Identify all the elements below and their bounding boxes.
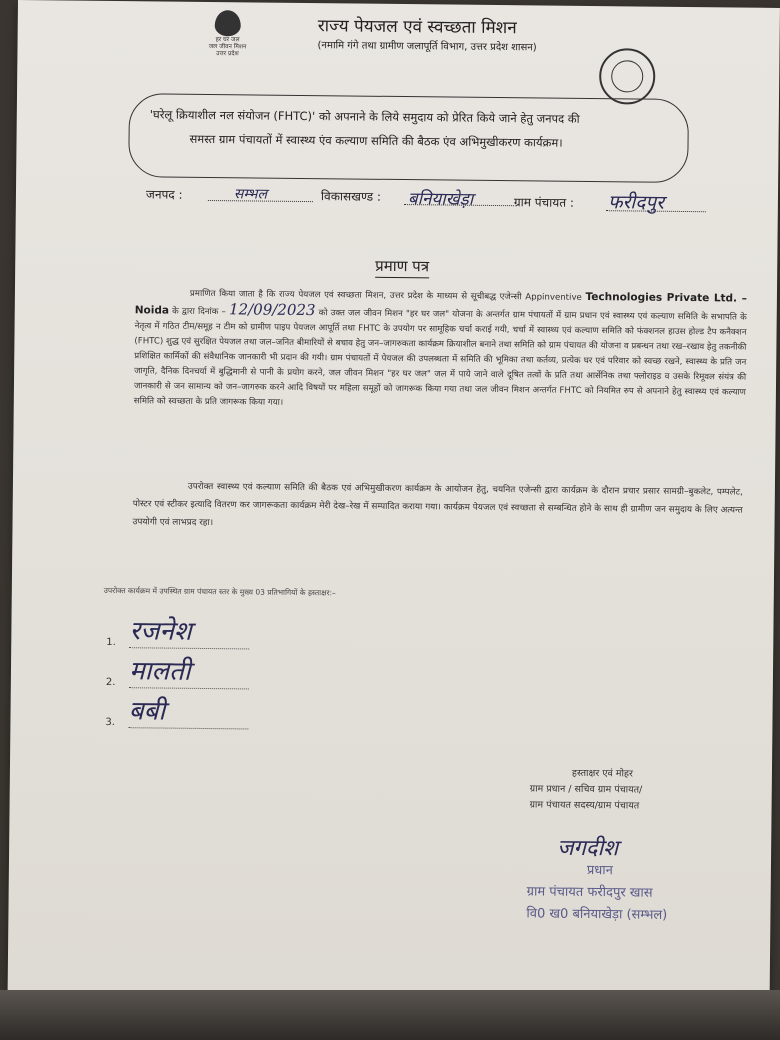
stamp-line-1: ग्राम पंचायत फरीदपुर खास <box>526 884 653 901</box>
certificate-title: प्रमाण पत्र <box>375 256 429 279</box>
district-value: सम्भल <box>233 186 268 203</box>
logo-text-1: हर घर जल <box>215 36 240 44</box>
agency-name: Technologies Private Ltd. – Noida <box>134 290 747 317</box>
block-label: विकासखण्ड : <box>320 189 382 204</box>
signature-row-1 <box>106 611 250 649</box>
pradhan-signature: जगदीश <box>557 835 619 862</box>
mission-title: राज्य पेयजल एवं स्वच्छता मिशन <box>317 16 517 39</box>
stamp-line-2: वि0 ख0 बनियाखेड़ा (सम्भल) <box>526 906 668 923</box>
signature-and-seal-label: हस्ताक्षर एवं मोहर <box>571 767 633 780</box>
panchayat-value: फरीदपुर <box>607 191 665 214</box>
para1-part2: के द्वारा दिनांक – <box>172 306 226 318</box>
signature-number: 1. <box>106 636 116 649</box>
signature-number: 2. <box>105 676 116 689</box>
signature-row-3 <box>105 691 249 729</box>
panchayat-label: ग्राम पंचायत : <box>513 195 575 210</box>
participants-note: उपरोक्त कार्यक्रम में उपस्थित ग्राम पंचायत स्तर के मुख्य 03 प्रतिभागियों के हस्ताक्षर:– <box>103 585 336 598</box>
para1-part3: को उक्त जल जीवन मिशन "हर घर जल" योजना के अन्तर्गत ग्राम पंचायतों में ग्राम प्रधान एवं स्वास्थ्य एवं कल्याण समिति के सभापति के नेतृत्व में गठित टीम/समूह न टीम को ग्रामीण पाइप पेयजल आपूर्ति तथा FHTC के उपयोग पर सामूहिक चर्चा कराई गयी, चर्चा में स्वास्थ्य एवं कल्याण समिति को फंक्शनल हाउस होल्ड टैप कनैक्शन (FHTC) शुद्ध एवं सुरक्षित पेयजल तथा जल–जनित बीमारियों से बचाव हेतु जन–जागरुकता कार्यक्रम क्रियाशील बनाने तथा समिति को ग्राम पंचायत की योजना व प्रबन्धन तथा रख–रखाव हेतु तकनीकी प्रशिक्षित कार्मिकों की संवैधानिक जानकारी भी प्रदान की गयी। ग्राम पंचायतों में पेयजल की उपलब्धता में समिति की भूमिका तथा कर्तव्य, प्रत्येक घर एवं परिवार को स्वच्छ रखने, स्वास्थ्य के प्रति जन जागृति, दैनिक दिनचर्या में बुद्धिमानी से पानी के प्रयोग करने, जल जीवन मिशन "हर घर जल" जल में पाये जाने वाले दूषित तत्वों के प्रति तथा आर्सेनिक तथा फ्लोराइड व उसके रिमूवल संयंत्र की जानकारी से जन सामान्य को जन–जागरुक करने आदि विषयों पर महिला समूहों को जागरूक किया गया तथा जल जीवन मिशन अन्तर्गत FHTC को नियमित रुप से अपनाने हेतु स्वास्थ्य एवं कल्याण समिति को स्वच्छता के प्रति जागरूक किया गया। <box>133 308 747 408</box>
water-drop-icon <box>215 10 241 36</box>
para1-part1: प्रमाणित किया जाता है कि राज्य पेयजल एवं स्वच्छता मिशन, उत्तर प्रदेश के माध्यम से सूचीबद्ध एजेन्सी Appinventive <box>189 288 582 303</box>
program-banner <box>128 93 689 183</box>
jjm-logo <box>192 10 262 58</box>
document-sheet <box>8 0 780 1008</box>
participant-signature: बबी <box>128 696 166 727</box>
logo-text-3: उत्तर प्रदेश <box>216 50 239 58</box>
official-role-line-2: ग्राम पंचायत सदस्य/ग्राम पंचायत <box>529 799 640 812</box>
up-government-seal-icon <box>599 48 656 105</box>
official-role-line-1: ग्राम प्रधान / सचिव ग्राम पंचायत/ <box>529 783 643 796</box>
pradhan-stamp <box>526 837 747 927</box>
stamp-title: प्रधान <box>586 863 613 879</box>
block-value: बनियाखेड़ा <box>407 189 474 210</box>
banner-line-1: 'घरेलू क्रियाशील नल संयोजन (FHTC)' को अपनाने के लिये समुदाय को प्रेरित किये जाने हेतु जनपद की <box>149 107 580 126</box>
certificate-paragraph-1 <box>134 285 747 415</box>
program-date: 12/09/2023 <box>228 300 316 320</box>
signature-row-2 <box>106 651 250 689</box>
mission-subtitle: (नमामि गंगे तथा ग्रामीण जलापूर्ति विभाग, उत्तर प्रदेश शासन) <box>317 40 537 54</box>
logo-text-2: जल जीवन मिशन <box>208 43 247 51</box>
location-fields <box>146 183 706 225</box>
district-label: जनपद : <box>145 187 183 202</box>
signature-number: 3. <box>105 716 116 729</box>
background-surface <box>0 990 780 1040</box>
participant-signature: मालती <box>129 656 191 687</box>
banner-line-2: समस्त ग्राम पंचायतों में स्वास्थ्य एंव कल्याण समिति की बैठक एंव अभिमुखीकरण कार्यक्रम। <box>189 131 563 150</box>
official-signature-block <box>530 765 730 815</box>
certificate-paragraph-2: उपरोक्त स्वास्थ्य एवं कल्याण समिति की बैठक एवं अभिमुखीकरण कार्यक्रम के आयोजन हेतु, चयनित एजेन्सी द्वारा कार्यक्रम के दौरान प्रचार प्रसार सामग्री–बुकलेट, पम्पलेट, पोस्टर एवं स्टीकर इत्यादि वितरण कर जागरूकता कार्यक्रम मेरी देख–रेख में सम्पादित कराया गया। कार्यक्रम पेयजल एवं स्वच्छता से सम्बन्धित होने के साथ ही ग्रामीण जन समुदाय के लिए अत्यन्त उपयोगी एवं लाभप्रद रहा। <box>132 481 743 529</box>
participant-signature: रजनेश <box>129 616 192 647</box>
